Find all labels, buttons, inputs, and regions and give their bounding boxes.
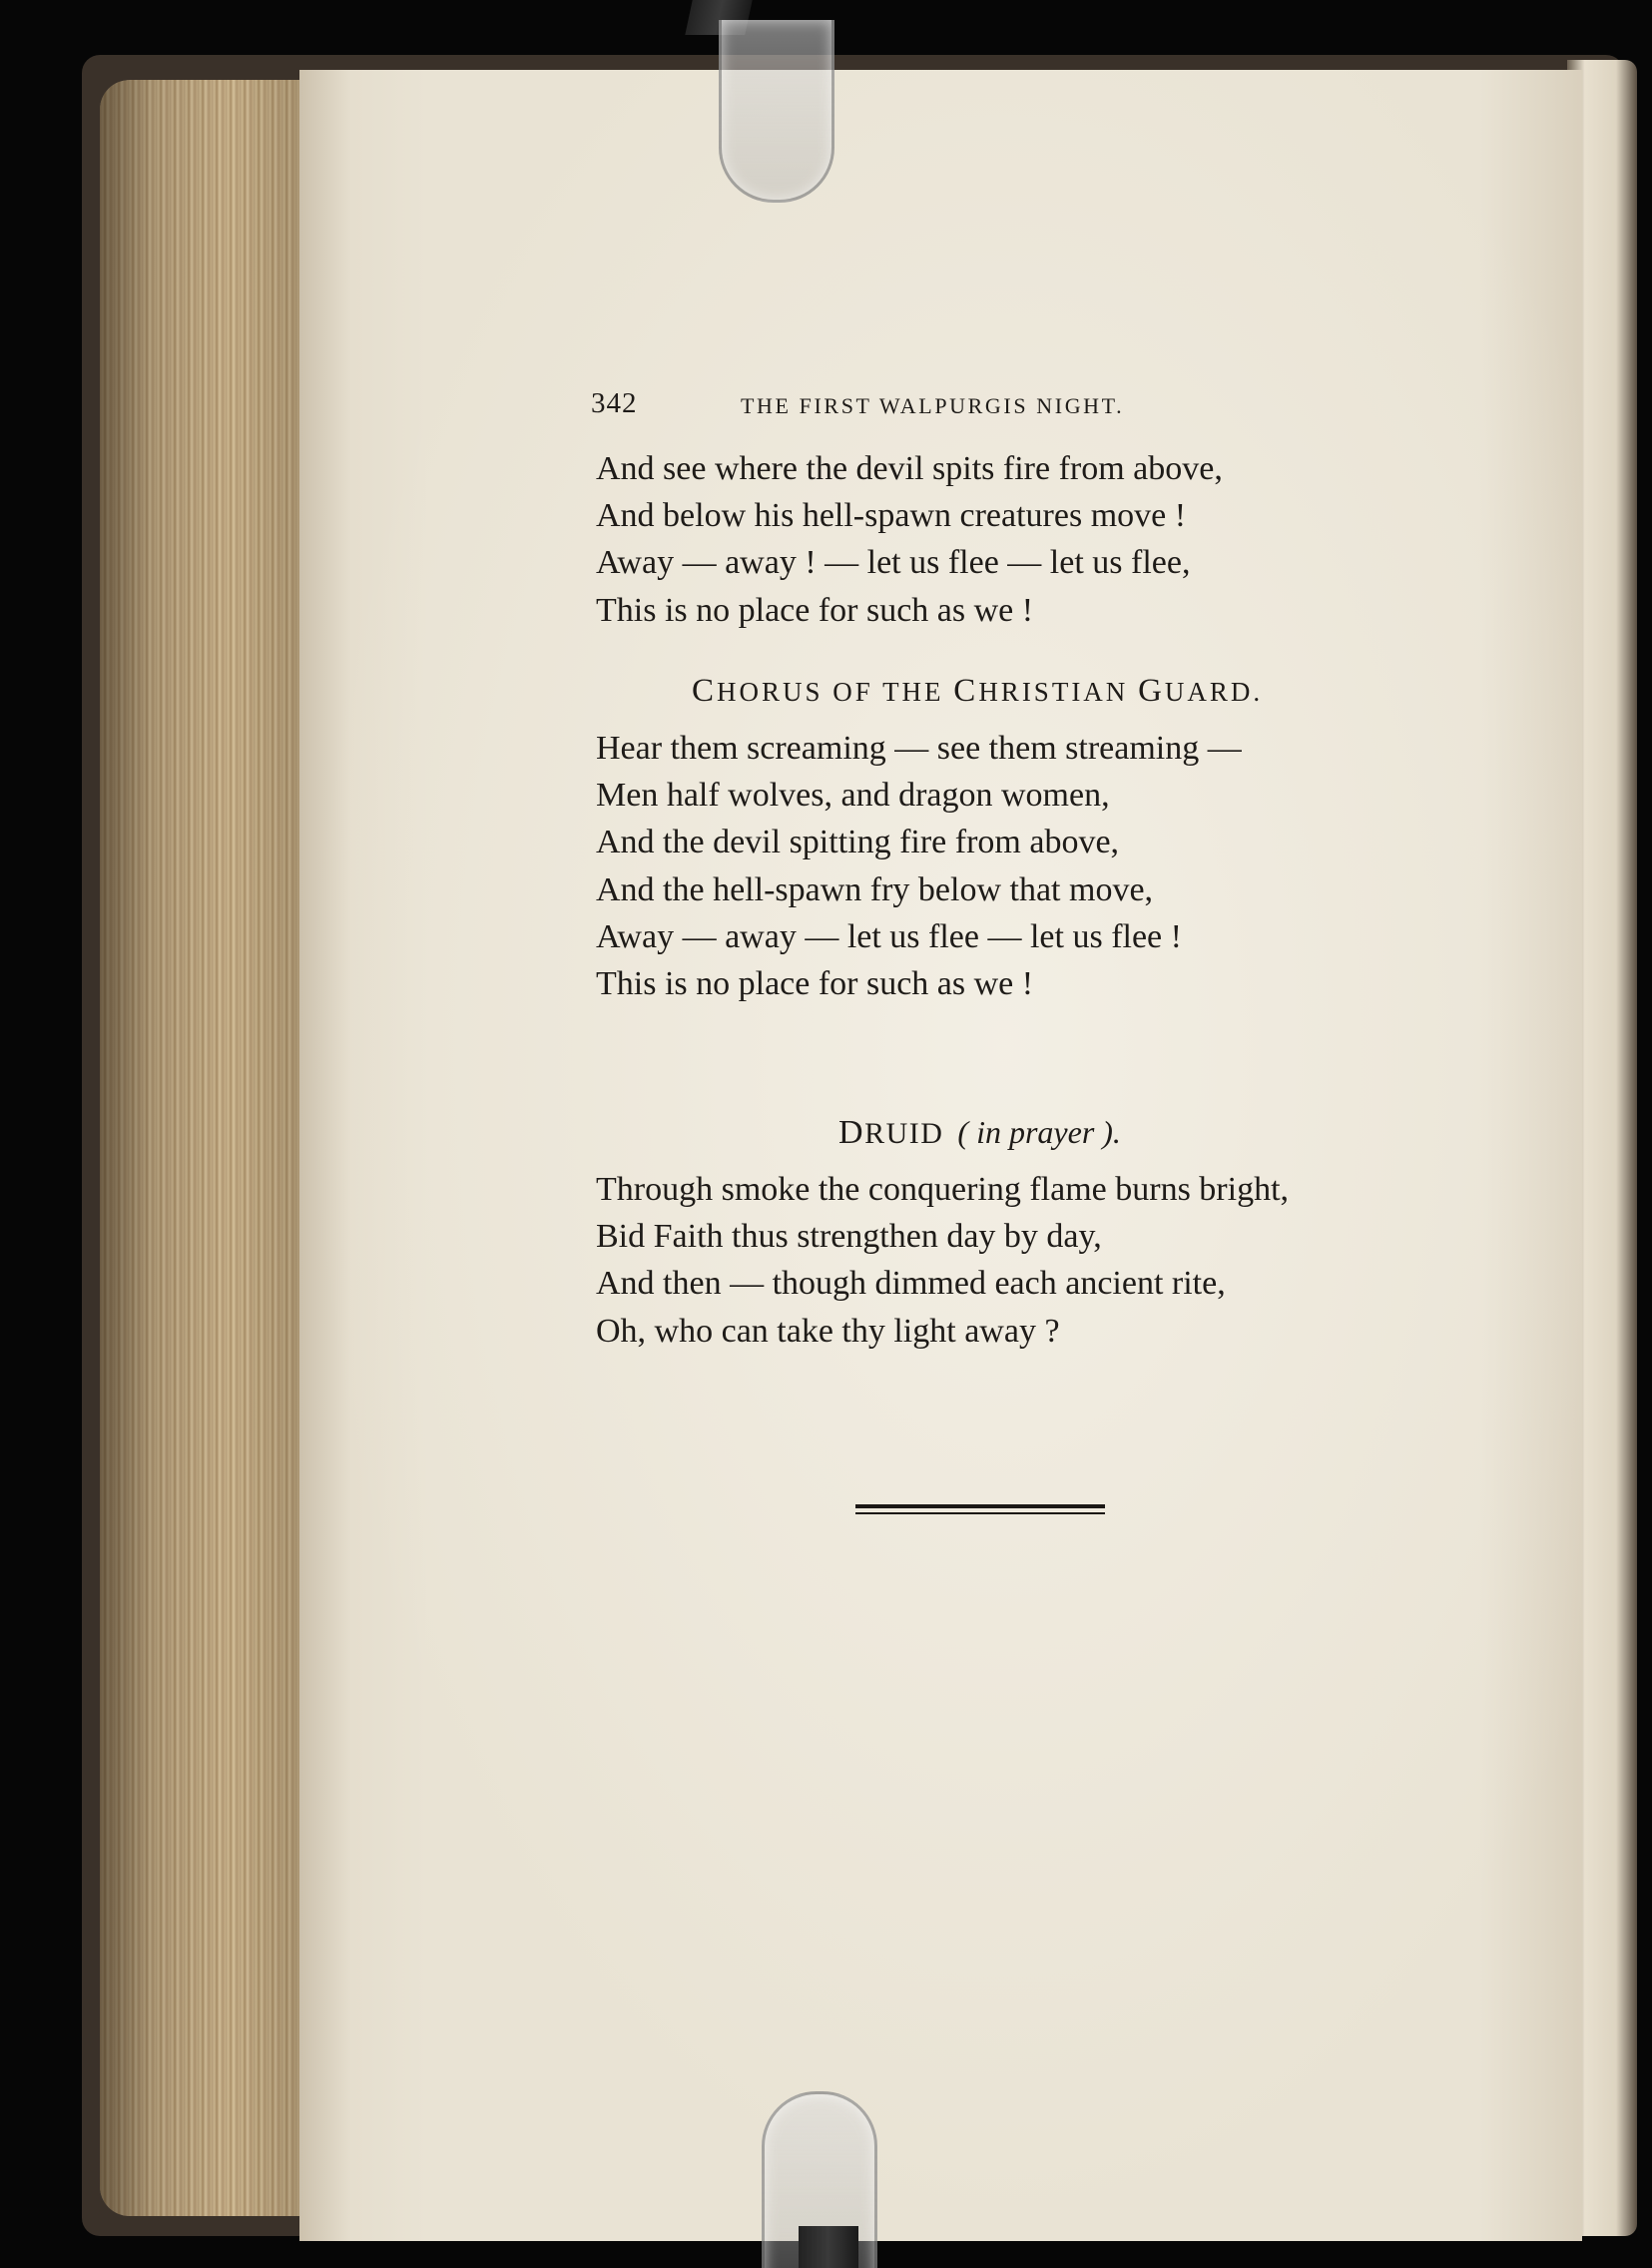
heading-text: UARD. [1164,677,1264,707]
verse-line: And see where the devil spits fire from above, [596,450,1223,487]
verse-line: This is no place for such as we ! [596,965,1034,1003]
heading-initial: C [953,673,979,709]
end-rule [855,1504,1105,1508]
heading-text: RUID [864,1117,944,1150]
verse-line: Oh, who can take thy light away ? [596,1312,1060,1350]
verse-line: And the hell-spawn fry below that move, [596,870,1154,908]
chorus-heading [692,673,1263,710]
verse-line: Away — away ! — let us flee — let us flee, [596,544,1191,582]
verse-line: Away — away — let us flee — let us flee ! [596,917,1182,955]
page-fore-edge [100,80,319,2216]
verse-line: Hear them screaming — see them streaming — [596,730,1242,767]
heading-initial: G [1138,673,1165,709]
running-head [591,387,1250,439]
stanza-1 [596,445,1223,634]
clip-stem [799,2226,858,2268]
verse-line: Bid Faith thus strengthen day by day, [596,1218,1102,1256]
heading-initial: D [838,1114,865,1151]
stage-direction: ( in prayer ). [957,1114,1121,1150]
chorus-stanza [596,725,1242,1007]
verse-line: Men half wolves, and dragon women, [596,777,1110,815]
druid-stanza [596,1166,1289,1355]
running-head-title: THE FIRST WALPURGIS NIGHT. [741,393,1125,418]
page-clip-top [719,20,834,203]
heading-text: HORUS OF THE [717,677,954,707]
heading-text: HRISTIAN [978,677,1139,707]
verse-line: And the devil spitting fire from above, [596,824,1120,861]
druid-heading [838,1114,1121,1152]
verse-line: This is no place for such as we ! [596,591,1034,629]
heading-initial: C [692,673,718,709]
verse-line: And below his hell-spawn creatures move ! [596,497,1187,535]
end-rule-thin [855,1512,1105,1514]
book-page [299,70,1582,2241]
verse-line: And then — though dimmed each ancient rite, [596,1265,1226,1303]
verse-line: Through smoke the conquering flame burns bright, [596,1171,1290,1208]
page-number: 342 [591,387,638,419]
